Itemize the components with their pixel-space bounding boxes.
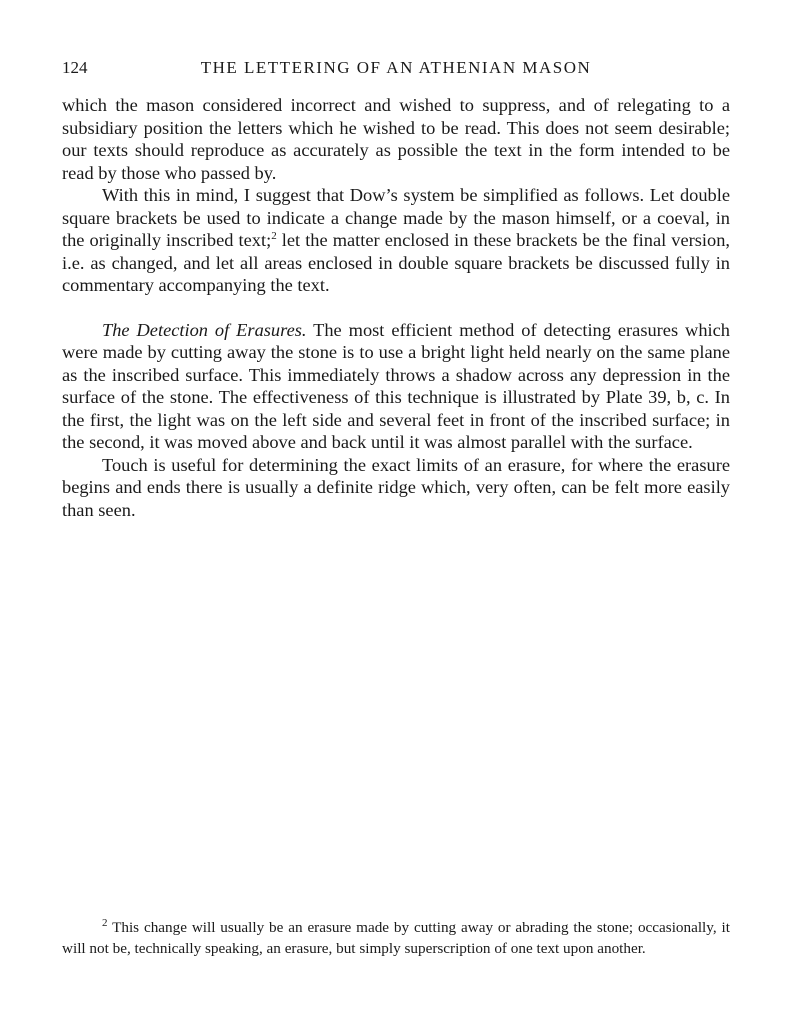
- paragraph-2-part-1: With this in mind, I suggest that Dow’s system be simplified as follows. Let double square brackets be used to indicate a change made by the mason himself, or a coeval, in the originally inscribed text;: [62, 185, 730, 250]
- footnote-reference: 2: [271, 229, 277, 242]
- paragraph-2: [62, 184, 730, 297]
- section-heading: The Detection of Erasures.: [102, 319, 307, 340]
- paragraph-3: [62, 319, 730, 454]
- page-number: 124: [62, 58, 88, 77]
- paragraph-2-part-2: let the matter enclosed in these brackets be the final version, i.e. as changed, and let all areas enclosed in double square brackets be discussed fully in commentary accompanying the text.: [62, 230, 730, 295]
- footnote: [62, 917, 730, 959]
- footnote-text: This change will usually be an erasure made by cutting away or abrading the stone; occasionally, it will not be, technically speaking, an erasure, but simply superscription of one text upon another.: [62, 919, 730, 957]
- running-title: THE LETTERING OF AN ATHENIAN MASON: [200, 58, 592, 77]
- footnote-paragraph: [62, 917, 730, 959]
- body-text: [62, 94, 730, 521]
- paragraph-1: which the mason considered incorrect and wished to suppress, and of relegating to a subsidiary position the letters which he wished to be read. This does not seem desirable; our texts should reproduce as accurately as possible the text in the form intended to be read by those who passed by.: [62, 95, 730, 183]
- paragraph-3-text: The most efficient method of detecting erasures which were made by cutting away the stone is to use a bright light held nearly on the same plane as the inscribed surface. This immediately throws a shadow across any depression in the surface of the stone. The effectiveness of this technique is illustrated by Plate 39, b, c. In the first, the light was on the left side and several feet in front of the inscribed surface; in the second, it was moved above and back until it was almost parallel with the surface.: [62, 319, 730, 452]
- footnote-marker: 2: [102, 916, 108, 929]
- paragraph-4: Touch is useful for determining the exact limits of an erasure, for where the erasure begins and ends there is usually a definite ridge which, very often, can be felt more easily than seen.: [62, 454, 730, 520]
